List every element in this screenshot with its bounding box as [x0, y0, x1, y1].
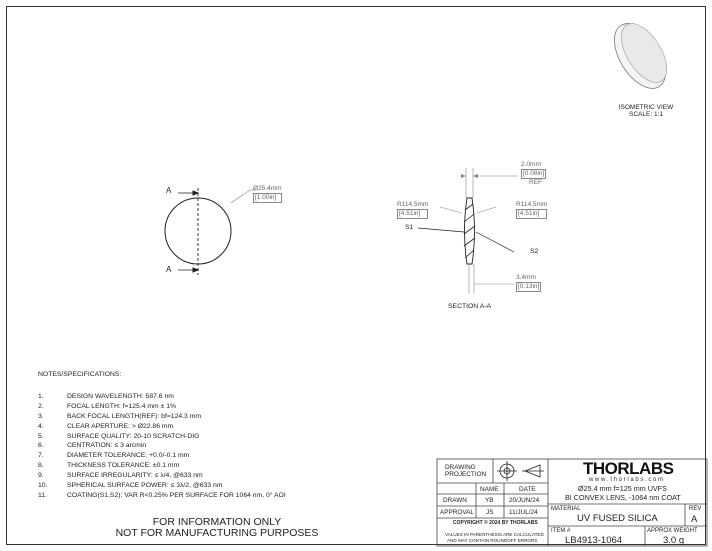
thickness-in: [0.08in] — [523, 170, 545, 177]
note-number: 4. — [38, 422, 44, 430]
cut-label-top: A — [166, 186, 172, 195]
iso-caption-text: ISOMETRIC VIEW — [618, 104, 674, 111]
note-text: SURFACE IRREGULARITY: ≤ λ/4, @633 nm — [67, 472, 203, 480]
radius-right-dimension — [516, 201, 547, 219]
description-line-2: BI CONVEX LENS, -1064 nm COAT — [565, 493, 681, 502]
item-number: LB4913-1064 — [565, 535, 623, 546]
note-text: SURFACE QUALITY: 20-10 SCRATCH-DIG — [67, 432, 200, 440]
material-value: UV FUSED SILICA — [577, 513, 658, 524]
note-item — [38, 471, 286, 481]
note-text: THICKNESS TOLERANCE: ±0.1 mm — [67, 462, 180, 470]
note-text: CLEAR APERTURE: > Ø22.86 mm — [67, 422, 174, 430]
note-text: CENTRATION: ≤ 3 arcmin — [67, 442, 147, 450]
drawing-projection-label: DRAWING PROJECTION — [445, 464, 487, 478]
note-number: 11. — [38, 491, 47, 499]
disclaimer-line-1: FOR INFORMATION ONLY — [152, 516, 282, 528]
section-caption: SECTION A-A — [448, 303, 492, 310]
item-label: ITEM # — [551, 528, 571, 534]
thickness-mm: 2.0mm — [521, 161, 541, 168]
diameter-dimension — [253, 185, 282, 203]
note-item — [38, 432, 286, 442]
title-block — [437, 459, 707, 546]
website-text: w w w . t h o r l a b s . c o m — [589, 477, 664, 483]
rev-value: A — [691, 514, 698, 525]
disclaimer-line-2: NOT FOR MANUFACTURING PURPOSES — [115, 527, 319, 539]
description-line-1: Ø25.4 mm f=125 mm UVFS — [578, 484, 667, 493]
values-note-2: AND MAY CONTAIN ROUNDOFF ERRORS — [447, 538, 538, 543]
note-item — [38, 402, 286, 412]
radius-left-dimension — [397, 201, 428, 219]
radius-right-mm: R114.5mm — [516, 201, 548, 208]
note-item — [38, 491, 286, 501]
note-text: BACK FOCAL LENGTH(REF): bf=124.3 mm — [67, 412, 202, 420]
note-item — [38, 441, 286, 451]
radius-left-in: [4.51in] — [397, 209, 428, 219]
note-number: 10. — [38, 482, 48, 490]
radius-left-mm: R114.5mm — [397, 201, 429, 208]
iso-scale-text: SCALE: 1:1 — [629, 111, 663, 118]
note-text: FOCAL LENGTH: f=125.4 mm ± 1% — [67, 402, 177, 410]
note-item — [38, 422, 286, 432]
material-label: MATERIAL — [551, 506, 581, 512]
note-number: 1. — [38, 393, 44, 400]
note-number: 5. — [38, 432, 44, 440]
note-number: 9. — [38, 472, 44, 480]
edge-thickness-dimension — [516, 274, 541, 292]
isometric-view-caption — [616, 104, 676, 118]
note-text: DIAMETER TOLERANCE: +0.0/-0.1 mm — [67, 452, 190, 460]
note-text: COATING(S1,S2): VAR R<0.25% PER SURFACE FOR 1064 nm, 0° AOI — [67, 491, 286, 499]
section-view-graphic — [418, 168, 518, 294]
radius-right-in: [4.51in] — [516, 209, 547, 219]
surface-s2-label: S2 — [530, 248, 539, 255]
note-text: DESIGN WAVELENGTH: 587.6 nm — [67, 393, 174, 400]
note-item — [38, 481, 286, 491]
diameter-in: [1.00in] — [253, 193, 282, 203]
note-item — [38, 461, 286, 471]
drawn-date: 20/JUN/24 — [509, 497, 540, 504]
front-view-graphic — [165, 188, 256, 275]
note-text: SPHERICAL SURFACE POWER: ≤ 3λ/2, @633 nm — [67, 482, 223, 490]
note-number: 6. — [38, 442, 44, 450]
note-item — [38, 412, 286, 422]
note-item — [38, 392, 286, 402]
rev-label: REV — [689, 506, 702, 512]
note-number: 3. — [38, 412, 44, 420]
weight-value: 3.0 g — [663, 535, 685, 546]
edge-mm: 3.4mm — [516, 274, 536, 281]
disclaimer — [112, 517, 322, 539]
values-note-1: VALUES IN PARENTHESIS ARE CALCULATED — [445, 532, 544, 537]
isometric-lens-graphic — [604, 15, 676, 97]
note-number: 7. — [38, 452, 44, 460]
note-item — [38, 451, 286, 461]
thickness-ref: REF — [529, 179, 542, 186]
approval-date: 11/JUL/24 — [509, 509, 538, 516]
thorlabs-logo: THORLABS — [583, 459, 674, 478]
col-date-header: DATE — [519, 486, 536, 493]
edge-in: [0.13in] — [518, 283, 540, 290]
drawn-label: DRAWN — [443, 497, 467, 504]
col-name-header: NAME — [480, 486, 499, 493]
notes-heading: NOTES/SPECIFICATIONS: — [38, 371, 122, 378]
thickness-dimension — [521, 161, 546, 187]
note-number: 8. — [38, 462, 44, 470]
diameter-mm: Ø25.4mm — [253, 185, 282, 192]
surface-s1-label: S1 — [405, 224, 414, 231]
weight-label: APPROX WEIGHT — [647, 528, 698, 534]
drawn-name: YB — [485, 497, 494, 504]
cut-label-bottom: A — [166, 265, 172, 274]
approval-name: JS — [486, 509, 494, 516]
notes-specifications — [38, 371, 286, 501]
note-number: 2. — [38, 402, 44, 410]
copyright-text: COPYRIGHT © 2024 BY THORLABS — [453, 520, 538, 526]
approval-label: APPROVAL — [440, 509, 474, 516]
